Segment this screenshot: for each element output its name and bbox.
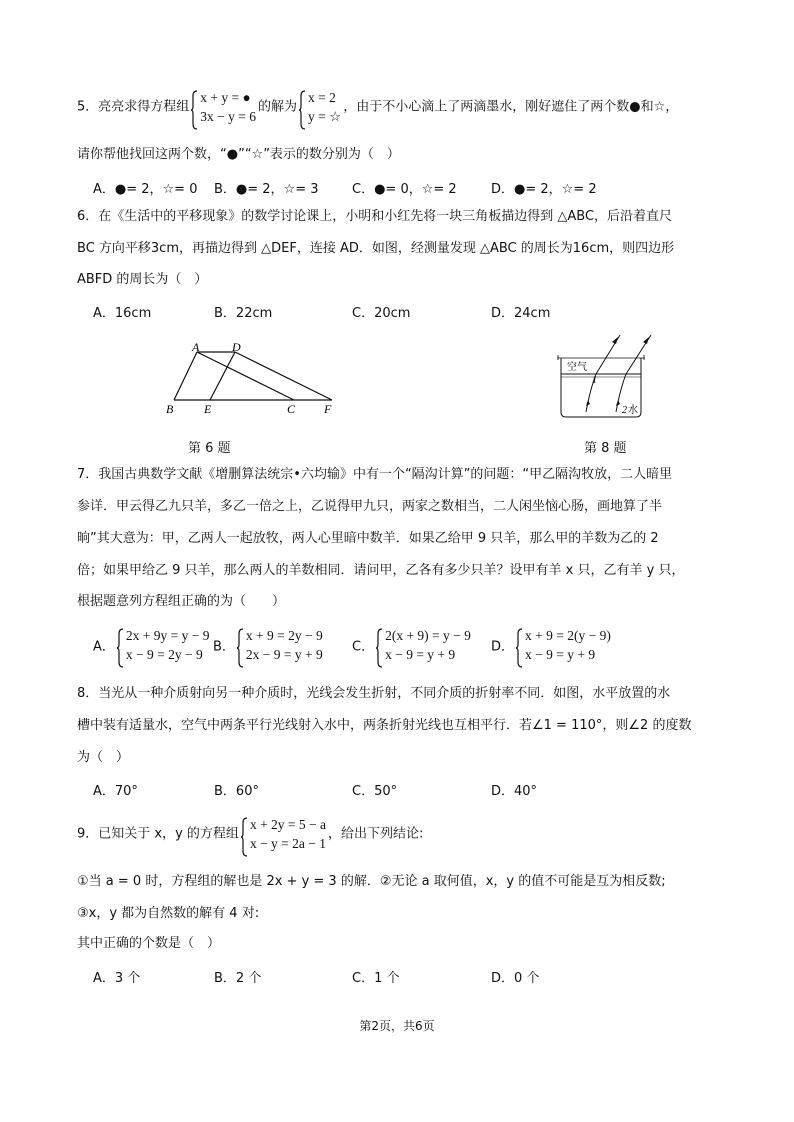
q6-option-d[interactable]: D．24cm	[491, 306, 551, 321]
q6-line3: ABFD 的周长为（ ）	[77, 272, 208, 287]
q8-option-d[interactable]: D．40°	[491, 784, 538, 799]
fig6-caption: 第 6 题	[188, 441, 231, 456]
q5-stem	[77, 88, 678, 126]
figure-6	[160, 338, 350, 420]
q9-option-b[interactable]: B．2 个	[214, 971, 262, 986]
brace-icon	[299, 90, 306, 130]
q8-option-a[interactable]: A．70°	[93, 784, 138, 799]
q6-option-a[interactable]: A．16cm	[93, 306, 152, 321]
q9-line4: 其中正确的个数是（ ）	[77, 936, 221, 951]
brace-icon	[237, 628, 244, 668]
q9-line3: ③x，y 都为自然数的解有 4 对:	[77, 906, 260, 921]
q7-line5: 根据题意列方程组正确的为（ ）	[77, 594, 286, 609]
q7-line4: 倍；如果甲给乙 9 只羊，那么两人的羊数相同．请问甲，乙各有多少只羊？设甲有羊 x 只，乙有羊 y 只，	[77, 563, 685, 578]
q5-option-b[interactable]: B．●= 2，☆= 3	[214, 182, 319, 197]
fig8-air-label: 空气	[567, 362, 587, 373]
brace-icon	[516, 628, 523, 668]
q6-line1: 6．在《生活中的平移现象》的数学讨论课上，小明和小红先将一块三角板描边得到 △ABC，后沿着直尺	[77, 209, 673, 224]
brace-icon	[376, 628, 383, 668]
q7-option-a[interactable]: A． 2x + 9y = y − 9 x − 9 = 2y − 9	[93, 626, 212, 664]
q5-option-d[interactable]: D．●= 2，☆= 2	[491, 182, 597, 197]
q6-line2: BC 方向平移3cm，再描边得到 △DEF，连接 AD．如图，经测量发现 △ABC 的周长为16cm，则四边形	[77, 241, 675, 256]
fig6-label-b: B	[166, 402, 174, 416]
q5-option-a[interactable]: A．●= 2，☆= 0	[93, 182, 198, 197]
q7-line2: 参详．甲云得乙九只羊，多乙一倍之上，乙说得甲九只，两家之数相当，二人闲坐恼心肠，画地算了半	[77, 499, 663, 514]
q5-mid: 的解为	[258, 99, 298, 115]
q9-option-c[interactable]: C．1 个	[352, 971, 400, 986]
q8-option-b[interactable]: B．60°	[214, 784, 259, 799]
q7-line3: 晌”其大意为：甲，乙两人一起放牧，两人心里暗中数羊．如果乙给甲 9 只羊，那么甲的羊数为乙的 2	[77, 531, 659, 546]
figure-8	[550, 330, 660, 422]
q8-line2: 槽中装有适量水，空气中两条平行光线射入水中，两条折射光线也互相平行．若∠1 = 110°，则∠2 的度数	[77, 718, 692, 733]
fig6-label-e: E	[204, 402, 212, 416]
q8-line1: 8．当光从一种介质射向另一种介质时，光线会发生折射，不同介质的折射率不同．如图，水平放置的水	[77, 686, 671, 701]
q7-option-c[interactable]: C． 2(x + 9) = y − 9 x − 9 = y + 9	[352, 626, 473, 664]
q5-line2: 请你帮他找回这两个数，“●”“☆”表示的数分别为（ ）	[77, 147, 400, 162]
q5-system-1: x + y = ● 3x − y = 6	[191, 88, 256, 126]
q9-prefix: 9．已知关于 x，y 的方程组	[77, 826, 239, 842]
fig6-label-d: D	[232, 340, 241, 354]
q7-option-d[interactable]: D． x + 9 = 2(y − 9) x − 9 = y + 9	[491, 626, 613, 664]
q9-stem	[77, 815, 423, 853]
q8-line3: 为（ ）	[77, 750, 130, 765]
q5-option-c[interactable]: C．●= 0，☆= 2	[352, 182, 457, 197]
q6-option-b[interactable]: B．22cm	[214, 306, 273, 321]
fig8-angle2-label: 2	[622, 405, 627, 416]
brace-icon	[117, 628, 124, 668]
fig6-label-c: C	[287, 402, 296, 416]
q9-option-a[interactable]: A．3 个	[93, 971, 141, 986]
fig6-label-f: F	[324, 402, 332, 416]
fig6-label-a: A	[192, 340, 200, 354]
q7-line1: 7．我国古典数学文献《增删算法统宗•六均输》中有一个“隔沟计算”的问题：“甲乙隔沟牧放，二人暗里	[77, 467, 673, 482]
fig8-angle1-label: 1	[592, 375, 597, 386]
brace-icon	[191, 90, 198, 130]
q8-option-c[interactable]: C．50°	[352, 784, 398, 799]
q7-option-b[interactable]: B． x + 9 = 2y − 9 2x − 9 = y + 9	[213, 626, 325, 664]
q6-option-c[interactable]: C．20cm	[352, 306, 411, 321]
q9-option-d[interactable]: D．0 个	[491, 971, 540, 986]
brace-icon	[241, 817, 248, 857]
q5-system-2: x = 2 y = ☆	[299, 88, 341, 126]
q9-system: x + 2y = 5 − a x − y = 2a − 1	[241, 815, 326, 853]
fig8-caption: 第 8 题	[584, 441, 627, 456]
fig8-water-label: 水	[628, 405, 638, 416]
q9-line2: ①当 a = 0 时，方程组的解也是 2x + y = 3 的解．②无论 a 取何值，x，y 的值不可能是互为相反数;	[77, 874, 666, 889]
q9-suffix: ，给出下列结论:	[328, 826, 424, 842]
q5-suffix: ，由于不小心滴上了两滴墨水，刚好遮住了两个数●和☆，	[343, 99, 679, 115]
page-number: 第2页，共6页	[359, 1019, 435, 1033]
q5-prefix: 5．亮亮求得方程组	[77, 99, 190, 115]
